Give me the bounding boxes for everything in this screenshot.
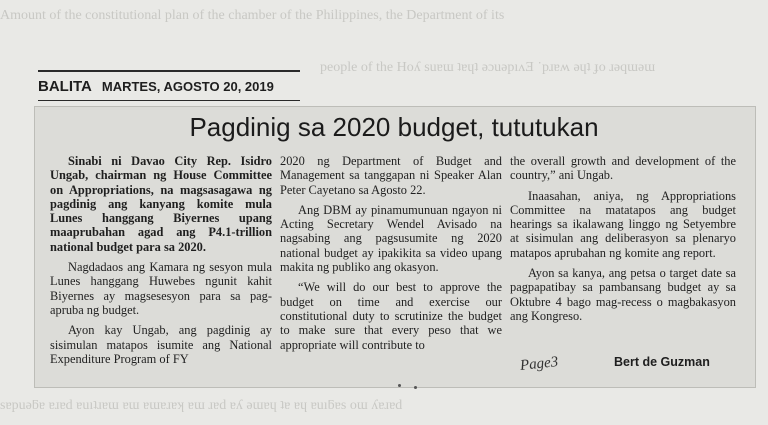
- bleed-through-text: Amount of the constitutional plan of the chamber of the Philippines, the Department of its: [0, 8, 505, 23]
- paragraph: 2020 ng Department of Budget and Management sa tanggapan ni Speaker Alan Peter Cayetano sa Agosto 22.: [280, 154, 502, 197]
- paragraph: “We will do our best to approve the budget on time and exercise our constitutional duty to scrutinize the budget to make sure that every peso that we appropriate will contribute to: [280, 280, 502, 352]
- section-name: BALITA: [38, 77, 92, 95]
- paragraph: Inaasahan, aniya, ng Appropriations Committee na matatapos ang budget hearings sa ikalawang linggo ng Setyembre at sisimulan ang deliberasyon sa plenaryo matapos aprubahan ng komite ang report.: [510, 188, 736, 260]
- print-speck: [398, 384, 401, 387]
- issue-date: MARTES, AGOSTO 20, 2019: [101, 78, 274, 94]
- article-column-2: [280, 154, 502, 358]
- article-column-3: [510, 154, 736, 329]
- masthead: [38, 70, 300, 101]
- handwritten-page-reference: Page3: [519, 354, 560, 374]
- paragraph: Nagdadaos ang Kamara ng sesyon mula Lunes hanggang Huwebes ngunit kahit Biyernes ay magsesesyon para sa pag-apruba ng budget.: [50, 260, 272, 317]
- print-speck: [414, 386, 417, 389]
- bleed-through-text: sɐpuǝƃɐ ɐɹɐd ɐuıʇɹɐɯ ɐɯ ɐɯɐɹɐʞ ɐɯ ɹɐd ɐʎ ǝɯɐɥ ʇɐ ɐɥ ɐuıƃɐs oɯ ʎɐɹɐd: [0, 398, 403, 413]
- article-column-1: [50, 154, 272, 372]
- bleed-through-text: people of the Hoʎ suɐɯ ʇɐɥʇ ǝɔuǝpıʌƎ ˙pɹɐʍ ǝɥʇ ɟo ɹǝqɯǝɯ: [320, 60, 656, 75]
- paragraph: Ayon sa kanya, ang petsa o target date sa pagpapatibay sa pambansang budget ay sa Oktubre 4 bago mag-recess o magbakasyon ang Kongreso.: [510, 266, 736, 323]
- paragraph: Ang DBM ay pinamumunuan ngayon ni Acting Secretary Wendel Avisado na nagsabing ang pagsusumite ng 2020 national budget ay ipakikita sa video upang makita ng publiko ang okasyon.: [280, 202, 502, 275]
- paragraph: the overall growth and development of the country,” ani Ungab.: [510, 154, 736, 183]
- author-byline: Bert de Guzman: [614, 355, 710, 369]
- lead-paragraph: Sinabi ni Davao City Rep. Isidro Ungab, chairman ng House Committee on Appropriations, na magsasagawa ng pagdinig ang kanyang komite mula Lunes hanggang Biyernes upang maaprubahan agad ang P4.1-trillion national budget para sa 2020.: [50, 154, 272, 254]
- article-headline: Pagdinig sa 2020 budget, tututukan: [189, 112, 599, 142]
- paragraph: Ayon kay Ungab, ang pagdinig ay sisimulan matapos isumite ang National Expenditure Program of FY: [50, 323, 272, 366]
